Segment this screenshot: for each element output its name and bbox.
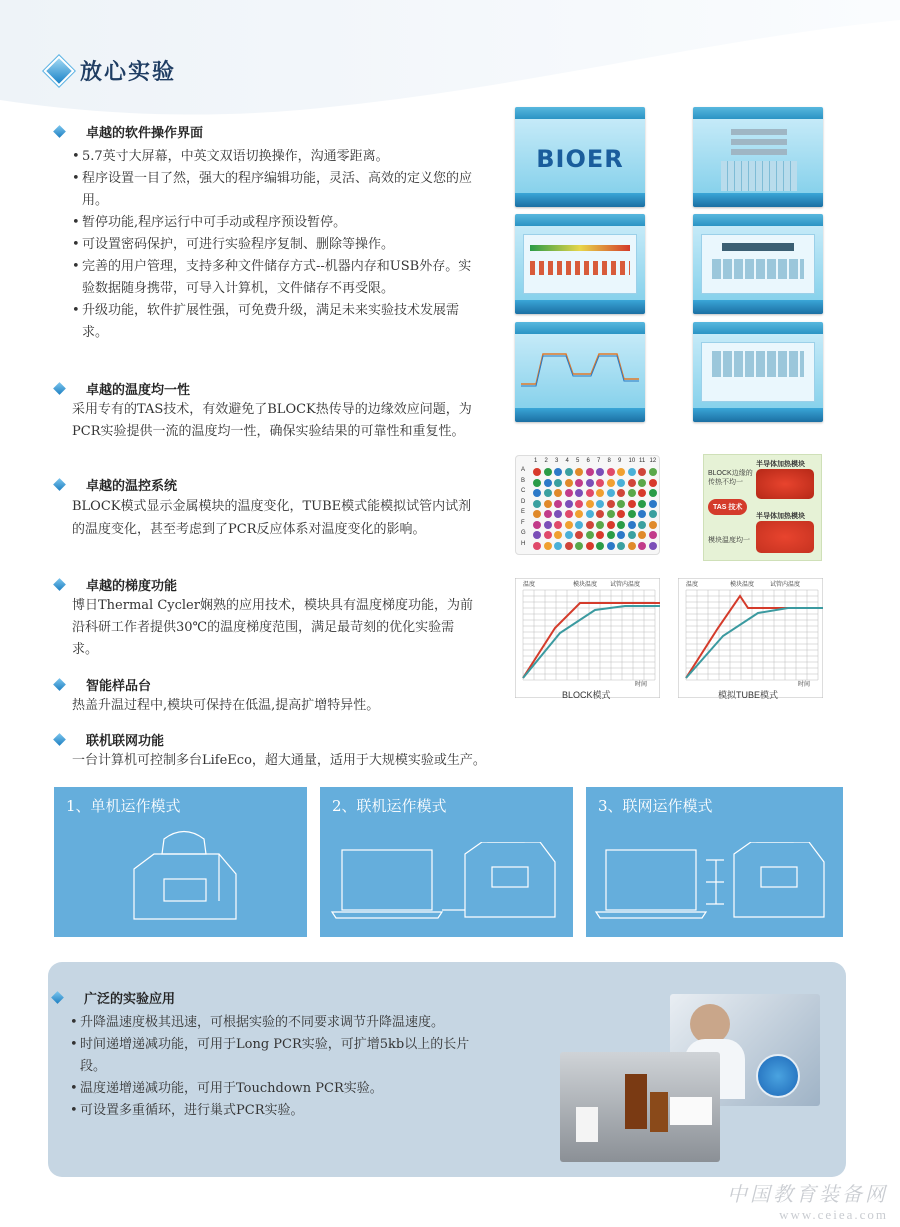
bullet-text: • 升降温速度极其迅速，可根据实验的不同要求调节升降温速度。 <box>70 1012 478 1034</box>
watermark <box>727 1178 888 1223</box>
well <box>544 542 552 550</box>
well <box>533 500 541 508</box>
section-heading: 卓越的温度均一性 <box>86 382 191 398</box>
section-text: 一台计算机可控制多台LifeEco，超大通量，适用于大规模实验或生产。 <box>72 753 486 768</box>
section-heading: 卓越的软件操作界面 <box>86 125 204 141</box>
well <box>628 542 636 550</box>
well <box>649 489 657 497</box>
well <box>533 479 541 487</box>
bullet-text: • 程序设置一目了然，强大的程序编辑功能，灵活、高效的定义您的应用。 <box>72 168 480 212</box>
feature-section <box>50 377 480 443</box>
reagent-bottles-photo <box>560 1052 720 1162</box>
well <box>554 542 562 550</box>
well <box>596 510 604 518</box>
mode-title: 1、单机运作模式 <box>66 797 181 815</box>
software-screen-program <box>515 214 645 314</box>
well <box>649 542 657 550</box>
well <box>638 521 646 529</box>
mode-panel-network <box>586 787 843 937</box>
feature-section <box>50 673 480 717</box>
well <box>586 510 594 518</box>
well <box>544 531 552 539</box>
well <box>607 521 615 529</box>
well <box>575 489 583 497</box>
software-screen-settings <box>693 214 823 314</box>
well <box>533 521 541 529</box>
well-row-label: C <box>521 488 526 494</box>
well <box>575 479 583 487</box>
section-heading: 联机联网功能 <box>86 733 165 749</box>
block-uniform-label: 模块温度均一 <box>708 537 750 544</box>
section-heading: 智能样品台 <box>86 678 152 694</box>
block-side-label: BLOCK边缘的传热不均一 <box>708 470 753 486</box>
bullet-text: • 完善的用户管理，支持多种文件储存方式--机器内存和USB外存。实验数据随身携带，可导入计算机，文件储存不再受限。 <box>72 256 480 300</box>
well <box>554 468 562 476</box>
watermark-url: www.ceiea.com <box>779 1207 888 1222</box>
chart-legend-block: 模块温度 <box>573 581 598 588</box>
well <box>554 489 562 497</box>
well <box>628 521 636 529</box>
well <box>554 531 562 539</box>
well <box>554 500 562 508</box>
section-text: BLOCK模式显示金属模块的温度变化，TUBE模式能模拟试管内试剂的温度变化，甚至考虑到了PCR反应体系对温度变化的影响。 <box>72 499 472 537</box>
section-heading: 卓越的温控系统 <box>86 478 178 494</box>
well <box>617 542 625 550</box>
chart-legend-tube: 试管内温度 <box>770 581 801 588</box>
well-row-label: E <box>521 509 526 515</box>
well <box>586 489 594 497</box>
bullet-text: • 5.7英寸大屏幕，中英文双语切换操作，沟通零距离。 <box>72 146 480 168</box>
section-heading: 卓越的梯度功能 <box>86 578 178 594</box>
bullet-text: • 升级功能，软件扩展性强，可免费升级，满足未来实验技术发展需求。 <box>72 300 480 344</box>
well <box>638 468 646 476</box>
chart-legend-tube: 试管内温度 <box>610 581 641 588</box>
well-col-label: 1 <box>534 458 538 464</box>
chart-ylabel: 温度 <box>523 581 536 588</box>
well <box>649 531 657 539</box>
well <box>565 510 573 518</box>
well <box>544 479 552 487</box>
feature-section <box>50 573 480 661</box>
diamond-bullet-icon <box>53 733 66 746</box>
bullet-text: • 温度递增递减功能，可用于Touchdown PCR实验。 <box>70 1078 478 1100</box>
well <box>586 500 594 508</box>
well-row-label: B <box>521 477 526 484</box>
well <box>596 479 604 487</box>
diamond-bullet-icon <box>53 578 66 591</box>
pcr-machine-icon <box>124 819 244 934</box>
well <box>607 542 615 550</box>
well <box>565 542 573 550</box>
well <box>544 468 552 476</box>
well <box>575 500 583 508</box>
well <box>565 521 573 529</box>
mode-panel-standalone <box>54 787 307 937</box>
well <box>575 531 583 539</box>
tube-mode-chart <box>678 578 823 698</box>
well <box>533 531 541 539</box>
well <box>649 468 657 476</box>
software-screen-gradient <box>693 322 823 422</box>
chart-caption: 模拟TUBE模式 <box>718 690 779 700</box>
well <box>628 510 636 518</box>
well-col-label: 11 <box>639 458 646 464</box>
well <box>596 521 604 529</box>
diamond-bullet-icon <box>53 125 66 138</box>
chart-legend-block: 模块温度 <box>730 581 755 588</box>
well <box>607 531 615 539</box>
feature-section <box>50 728 570 772</box>
well <box>586 531 594 539</box>
well-row-label: H <box>521 540 526 547</box>
mode-panel-connected <box>320 787 573 937</box>
well <box>628 500 636 508</box>
bioer-logo: BIOER <box>536 145 624 173</box>
page-title-text: 放心实验 <box>80 59 177 85</box>
well <box>596 531 604 539</box>
block-top-label: 半导体加热模块 <box>756 461 805 468</box>
software-screen-logo <box>515 107 645 207</box>
well <box>596 468 604 476</box>
well-row-label: A <box>521 467 526 473</box>
well <box>617 489 625 497</box>
well-col-label: 9 <box>618 458 622 464</box>
well <box>617 468 625 476</box>
well <box>554 479 562 487</box>
bullet-text: • 可设置密码保护，可进行实验程序复制、删除等操作。 <box>72 234 480 256</box>
well <box>565 479 573 487</box>
well <box>596 542 604 550</box>
well-col-label: 4 <box>565 458 569 464</box>
well <box>586 468 594 476</box>
well <box>565 500 573 508</box>
watermark-cn: 中国教育装备网 <box>727 1184 888 1206</box>
chart-xlabel: 时间 <box>798 681 811 688</box>
well <box>607 479 615 487</box>
mode-title: 2、联机运作模式 <box>332 797 447 815</box>
well <box>607 489 615 497</box>
feature-section <box>50 473 480 541</box>
software-screen-login <box>693 107 823 207</box>
well <box>638 489 646 497</box>
bullet-text: • 暂停功能,程序运行中可手动或程序预设暂停。 <box>72 212 480 234</box>
well <box>638 479 646 487</box>
block-bottom-label: 半导体加热模块 <box>756 513 805 520</box>
well <box>649 510 657 518</box>
chart-caption: BLOCK模式 <box>562 690 611 700</box>
well <box>617 479 625 487</box>
well <box>638 510 646 518</box>
well <box>565 468 573 476</box>
well <box>586 521 594 529</box>
well <box>628 468 636 476</box>
well <box>596 489 604 497</box>
well-row-label: D <box>521 498 526 505</box>
diamond-bullet-icon <box>51 991 64 1004</box>
well <box>533 489 541 497</box>
block-mode-chart <box>515 578 660 698</box>
well <box>586 542 594 550</box>
well <box>628 489 636 497</box>
section-heading: 广泛的实验应用 <box>84 991 176 1007</box>
well-col-label: 8 <box>607 458 611 464</box>
tas-block-diagram <box>703 454 822 561</box>
well-col-label: 5 <box>576 458 580 464</box>
well <box>544 510 552 518</box>
diamond-bullet-icon <box>53 382 66 395</box>
well-col-label: 7 <box>597 458 601 464</box>
well-col-label: 2 <box>544 458 548 464</box>
well <box>649 500 657 508</box>
well <box>533 510 541 518</box>
well <box>617 500 625 508</box>
well-row-label: F <box>521 519 525 526</box>
well <box>638 531 646 539</box>
well-row-label: G <box>521 530 526 536</box>
well <box>638 500 646 508</box>
network-pcr-icon <box>594 842 834 932</box>
well <box>617 510 625 518</box>
diamond-bullet-icon <box>53 478 66 491</box>
well <box>554 510 562 518</box>
diamond-icon <box>46 58 71 83</box>
well <box>575 468 583 476</box>
well <box>617 521 625 529</box>
well <box>544 489 552 497</box>
well <box>649 521 657 529</box>
well <box>628 479 636 487</box>
well <box>617 531 625 539</box>
diamond-bullet-icon <box>53 678 66 691</box>
well <box>638 542 646 550</box>
well <box>533 468 541 476</box>
well <box>586 479 594 487</box>
chart-ylabel: 温度 <box>686 581 699 588</box>
well <box>596 500 604 508</box>
bullet-text: • 可设置多重循环，进行巢式PCR实验。 <box>70 1100 478 1122</box>
well-col-label: 10 <box>628 458 636 464</box>
section-text: 热盖升温过程中,模块可保持在低温,提高扩增特异性。 <box>72 698 380 713</box>
well <box>565 489 573 497</box>
well <box>565 531 573 539</box>
chart-xlabel: 时间 <box>635 681 648 688</box>
software-screen-run <box>515 322 645 422</box>
well <box>628 531 636 539</box>
computer-and-pcr-icon <box>330 842 570 932</box>
well <box>607 468 615 476</box>
mode-title: 3、联网运作模式 <box>598 797 713 815</box>
well-col-label: 3 <box>555 458 559 464</box>
well <box>533 542 541 550</box>
section-text: 采用专有的TAS技术，有效避免了BLOCK热传导的边缘效应问题，为PCR实验提供一流的温度均一性，确保实验结果的可靠性和重复性。 <box>72 402 472 439</box>
section-text: 博日Thermal Cycler娴熟的应用技术，模块具有温度梯度功能，为前沿科研工作者提供30℃的温度梯度范围，满足最苛刻的优化实验需求。 <box>72 598 473 657</box>
well <box>575 542 583 550</box>
well <box>607 500 615 508</box>
well <box>544 521 552 529</box>
well-plate-diagram <box>515 455 660 555</box>
bullet-text: • 时间递增递减功能，可用于Long PCR实验，可扩增5kb以上的长片段。 <box>70 1034 478 1078</box>
well <box>649 479 657 487</box>
well <box>575 510 583 518</box>
well <box>544 500 552 508</box>
well-col-label: 12 <box>649 458 657 464</box>
well-col-label: 6 <box>586 458 590 464</box>
well <box>554 521 562 529</box>
page-title <box>50 55 176 86</box>
tas-badge: TAS 技术 <box>708 499 747 515</box>
well <box>607 510 615 518</box>
feature-section <box>50 120 480 344</box>
well <box>575 521 583 529</box>
applications-panel <box>48 962 846 1177</box>
